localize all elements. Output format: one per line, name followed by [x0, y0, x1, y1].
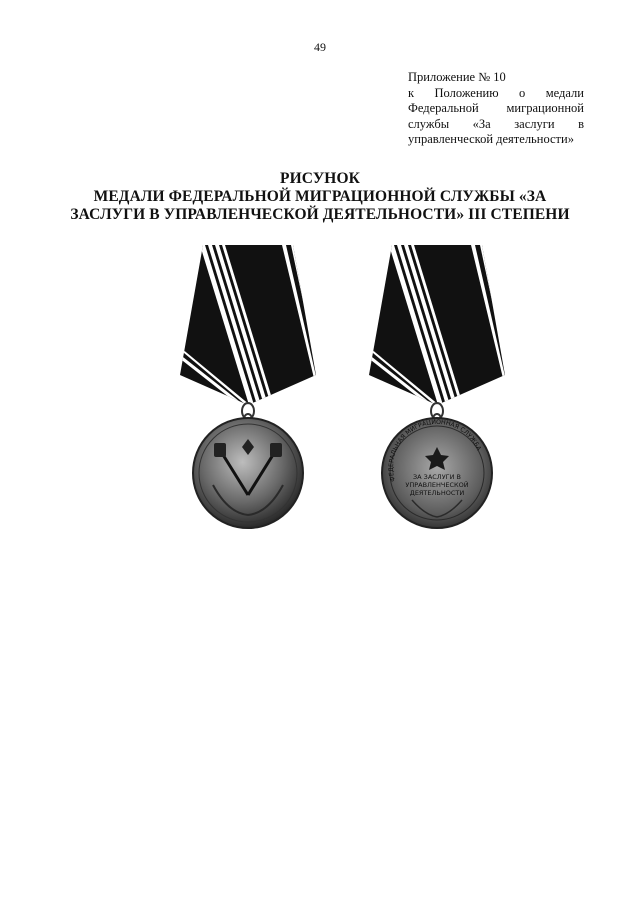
appendix-number: Приложение № 10 — [408, 70, 506, 84]
appendix-word: в — [578, 116, 584, 131]
ribbon — [178, 245, 318, 415]
appendix-word: службы — [408, 116, 450, 131]
appendix-word: заслуги — [514, 116, 555, 131]
reverse-inscription-line-3: ДЕЯТЕЛЬНОСТИ — [409, 489, 465, 497]
appendix-word: миграционной — [506, 101, 584, 115]
appendix-word: о — [519, 85, 526, 100]
appendix-word: «За — [472, 116, 491, 131]
appendix-line-5: управленческой деятельности» — [408, 132, 574, 146]
document-title: РИСУНОК — [280, 170, 360, 187]
ribbon — [367, 245, 507, 415]
reverse-inscription-line-2: УПРАВЛЕНЧЕСКОЙ — [405, 481, 469, 489]
appendix-word: Положению — [434, 85, 499, 100]
medal-reverse-image — [367, 245, 507, 535]
appendix-reference — [408, 70, 584, 148]
appendix-word: Федеральной — [408, 101, 479, 115]
document-subtitle-line-2: ЗАСЛУГИ В УПРАВЛЕНЧЕСКОЙ ДЕЯТЕЛЬНОСТИ» III СТЕПЕНИ — [70, 206, 570, 223]
reverse-inscription-line-1: ЗА ЗАСЛУГИ В — [412, 473, 462, 481]
document-subtitle-line-1: МЕДАЛИ ФЕДЕРАЛЬНОЙ МИГРАЦИОННОЙ СЛУЖБЫ «ЗА — [93, 188, 547, 205]
appendix-word: медали — [545, 85, 584, 100]
page-number: 49 — [314, 40, 326, 54]
appendix-line-4 — [408, 117, 584, 133]
appendix-line-3 — [408, 101, 584, 117]
medal-obverse-image — [178, 245, 318, 535]
appendix-word: к — [408, 85, 415, 100]
reverse-rim-text: ФЕДЕРАЛЬНАЯ МИГРАЦИОННАЯ СЛУЖБА — [387, 418, 483, 483]
appendix-line-2 — [408, 86, 584, 102]
